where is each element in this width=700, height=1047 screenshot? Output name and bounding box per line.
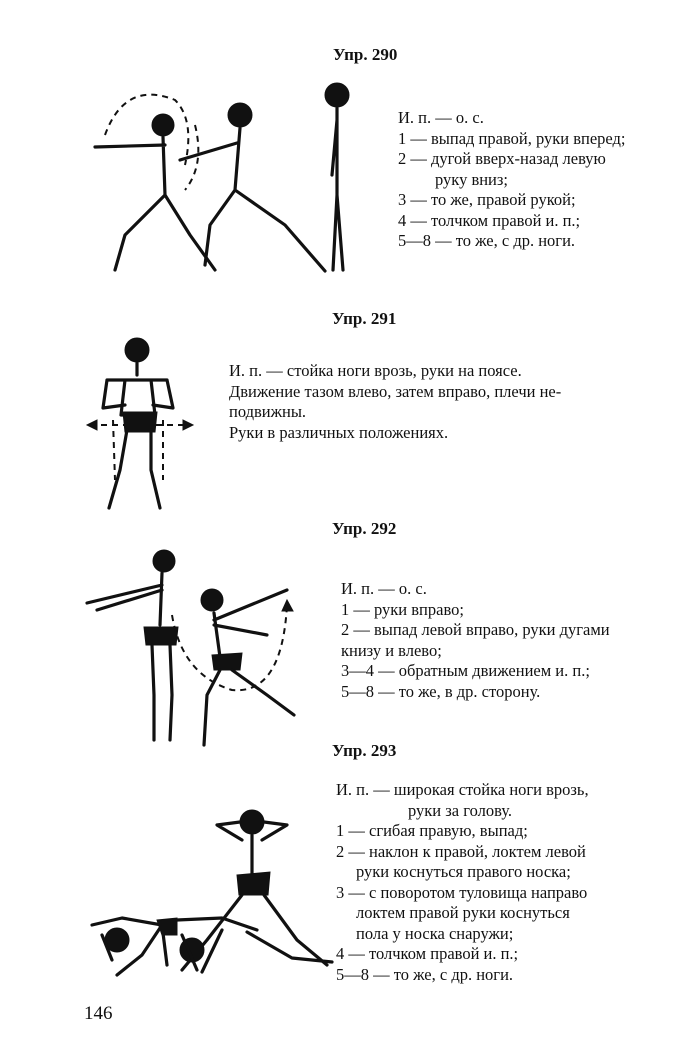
exercise-290-text [398, 108, 626, 252]
exercise-292-title: Упр. 292 [332, 519, 397, 538]
exercise-291-title: Упр. 291 [332, 309, 397, 328]
text-line: 5—8 — то же, с др. ноги. [336, 964, 514, 984]
text-line: руки коснуться правого носка; [356, 862, 571, 881]
exercise-291-text [229, 361, 561, 443]
text-line: 3 — с поворотом туловища направо [336, 882, 588, 902]
text-line: подвижны. [229, 402, 307, 421]
text-line: 2 — дугой вверх-назад левую [398, 149, 606, 168]
text-line: 5—8 — то же, с др. ноги. [398, 231, 576, 250]
text-line: 3 — то же, правой рукой; [398, 190, 576, 209]
text-line: книзу и влево; [341, 640, 442, 660]
text-line: 4 — толчком правой и. п.; [398, 210, 581, 230]
text-line: И. п. — широкая стойка ноги врозь, [336, 780, 589, 799]
exercise-290-figure [85, 75, 355, 280]
exercise-292-figure [82, 545, 302, 750]
text-line: Движение тазом влево, затем вправо, плечи не- [229, 381, 562, 401]
text-line: пола у носка снаружи; [356, 923, 514, 943]
text-line: 1 — выпад правой, руки вперед; [398, 128, 626, 148]
page-number: 146 [84, 1003, 113, 1024]
text-line: 2 — выпад левой вправо, руки дугами [341, 620, 610, 639]
text-line: И. п. — стойка ноги врозь, руки на поясе. [229, 361, 522, 380]
text-line: руку вниз; [435, 169, 508, 189]
exercise-291-figure [85, 330, 200, 510]
text-line: 5—8 — то же, в др. сторону. [341, 681, 541, 701]
exercise-290-title: Упр. 290 [333, 45, 398, 64]
text-line: локтем правой руки коснуться [356, 903, 570, 922]
exercise-292-text [341, 579, 610, 702]
text-line: 2 — наклон к правой, локтем левой [336, 841, 586, 861]
exercise-293-title: Упр. 293 [332, 741, 397, 760]
text-line: 1 — сгибая правую, выпад; [336, 821, 528, 840]
exercise-293-text [336, 780, 589, 985]
text-line: Руки в различных положениях. [229, 422, 449, 442]
text-line: 4 — толчком правой и. п.; [336, 944, 519, 963]
text-line: 1 — руки вправо; [341, 599, 464, 619]
text-line: руки за голову. [408, 800, 513, 820]
text-line: 3—4 — обратным движением и. п.; [341, 661, 590, 680]
exercise-293-figure [82, 800, 340, 985]
text-line: И. п. — о. с. [341, 579, 427, 598]
text-line: И. п. — о. с. [398, 108, 484, 127]
